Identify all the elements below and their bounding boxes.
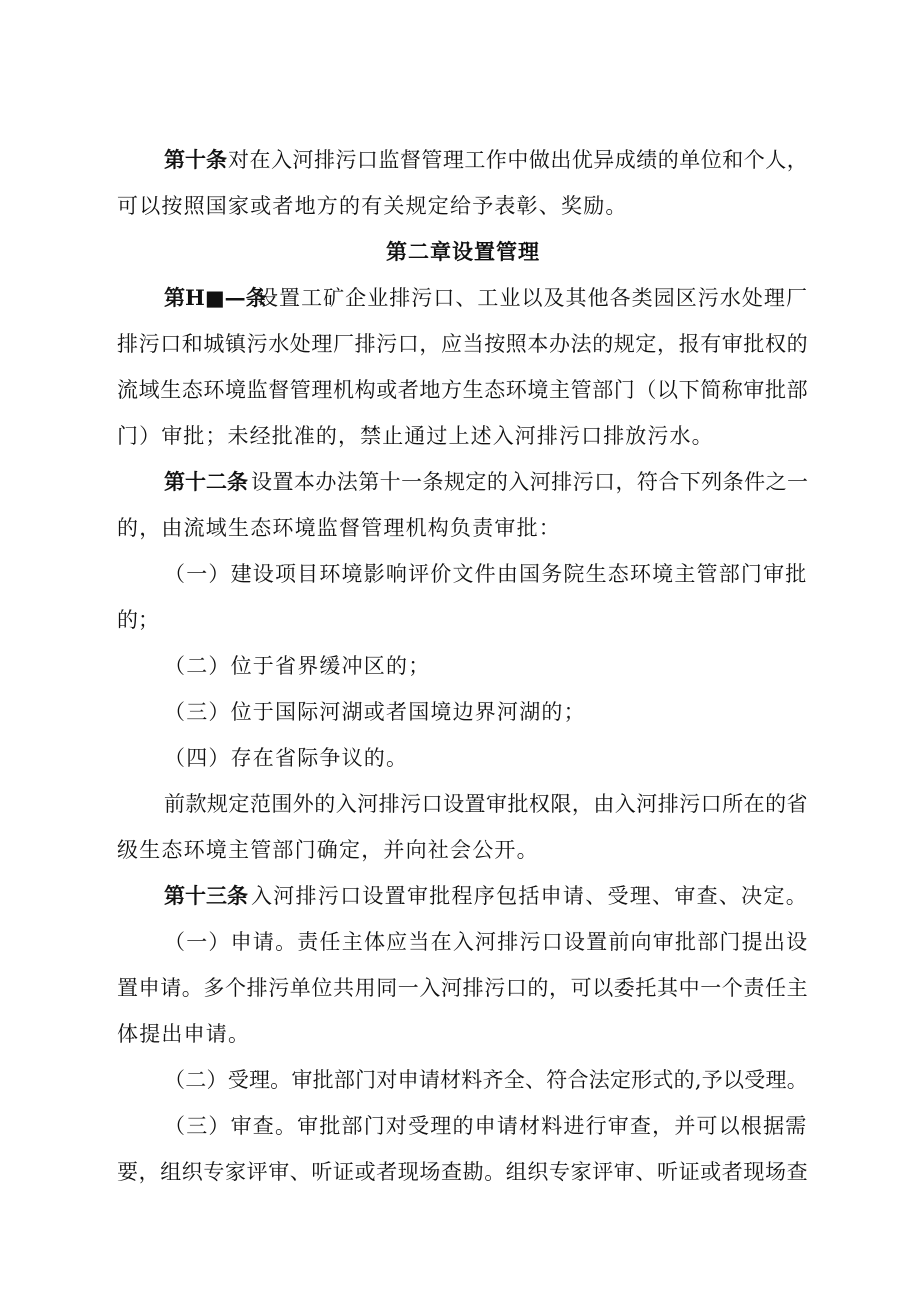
article-12-para-2-text-1: 前款规定范围外的入河排污口设置审批权限，由入河排污口所在的省 — [164, 792, 808, 816]
article-11-title: 第H■—条 — [164, 285, 267, 310]
article-13-item-3-line-2 — [0, 1152, 920, 1192]
article-12-item-4-text: （四）存在省际争议的。 — [164, 746, 409, 770]
article-12-item-1-text-1: （一）建设项目环境影响评价文件由国务院生态环境主管部门审批 — [164, 562, 808, 586]
article-11-line-3 — [0, 370, 920, 410]
article-13-line-1 — [0, 876, 920, 916]
article-13-item-1-text-2: 置申请。多个排污单位共用同一入河排污口的，可以委托其中一个责任主 — [117, 976, 809, 1000]
article-12-line-2 — [0, 508, 920, 548]
article-12-para-2-line-2 — [0, 830, 920, 870]
article-13-item-2-text: （二）受理。审批部门对申请材料齐全、符合法定形式的,予以受理。 — [164, 1068, 808, 1092]
article-11-text-3: 流域生态环境监督管理机构或者地方生态环境主管部门（以下简称审批部 — [117, 378, 809, 402]
article-13-item-3-text-1: （三）审查。审批部门对受理的申请材料进行审查，并可以根据需 — [164, 1114, 808, 1138]
article-11-line-2 — [0, 324, 920, 364]
article-13-item-1-text-3: 体提出申请。 — [117, 1022, 251, 1046]
article-13-item-1-line-2 — [0, 968, 920, 1008]
article-12-item-2-text: （二）位于省界缓冲区的； — [164, 654, 431, 678]
article-12-item-1-line-2 — [0, 600, 920, 640]
article-13-item-1-text-1: （一）申请。责任主体应当在入河排污口设置前向审批部门提出设 — [164, 930, 809, 954]
article-12-item-3 — [0, 692, 920, 732]
article-12-para-2-text-2: 级生态环境主管部门确定，并向社会公开。 — [117, 838, 539, 862]
article-13-item-2 — [0, 1060, 920, 1100]
article-12-item-1-line-1 — [0, 554, 920, 594]
article-10-line-2 — [0, 186, 920, 226]
article-11-line-1 — [0, 278, 920, 318]
article-10-text-2: 可以按照国家或者地方的有关规定给予表彰、奖励。 — [117, 194, 628, 218]
article-10-text-1: 对在入河排污口监督管理工作中做出优异成绩的单位和个人， — [228, 148, 809, 172]
article-13-item-1-line-1 — [0, 922, 920, 962]
article-11-text-2: 排污口和城镇污水处理厂排污口，应当按照本办法的规定，报有审批权的 — [117, 332, 809, 356]
article-11-text-1: 设置工矿企业排污口、工业以及其他各类园区污水处理厂 — [257, 286, 808, 310]
article-12-para-2-line-1 — [0, 784, 920, 824]
article-10-title: 第十条 — [164, 147, 227, 172]
chapter-2-heading-line — [0, 232, 920, 272]
article-13-text-1: 入河排污口设置审批程序包括申请、受理、审查、决定。 — [251, 884, 808, 908]
article-13-item-3-text-2: 要，组织专家评审、听证或者现场查勘。组织专家评审、听证或者现场查 — [117, 1160, 809, 1184]
article-12-item-3-text: （三）位于国际河湖或者国境边界河湖的； — [164, 700, 586, 724]
article-12-text-2: 的，由流域生态环境监督管理机构负责审批： — [117, 516, 561, 540]
article-11-text-4: 门）审批；未经批准的，禁止通过上述入河排污口排放污水。 — [117, 424, 714, 448]
article-12-line-1 — [0, 462, 920, 502]
article-13-title: 第十三条 — [164, 883, 248, 908]
chapter-heading: 第二章设置管理 — [386, 239, 540, 264]
article-13-item-1-line-3 — [0, 1014, 920, 1054]
article-12-text-1: 设置本办法第十一条规定的入河排污口，符合下列条件之一 — [251, 470, 809, 494]
article-12-title: 第十二条 — [164, 469, 248, 494]
article-13-item-3-line-1 — [0, 1106, 920, 1146]
article-12-item-2 — [0, 646, 920, 686]
article-11-line-4 — [0, 416, 920, 456]
article-10-line-1 — [0, 140, 920, 180]
article-12-item-1-text-2: 的； — [117, 608, 159, 632]
article-12-item-4 — [0, 738, 920, 778]
